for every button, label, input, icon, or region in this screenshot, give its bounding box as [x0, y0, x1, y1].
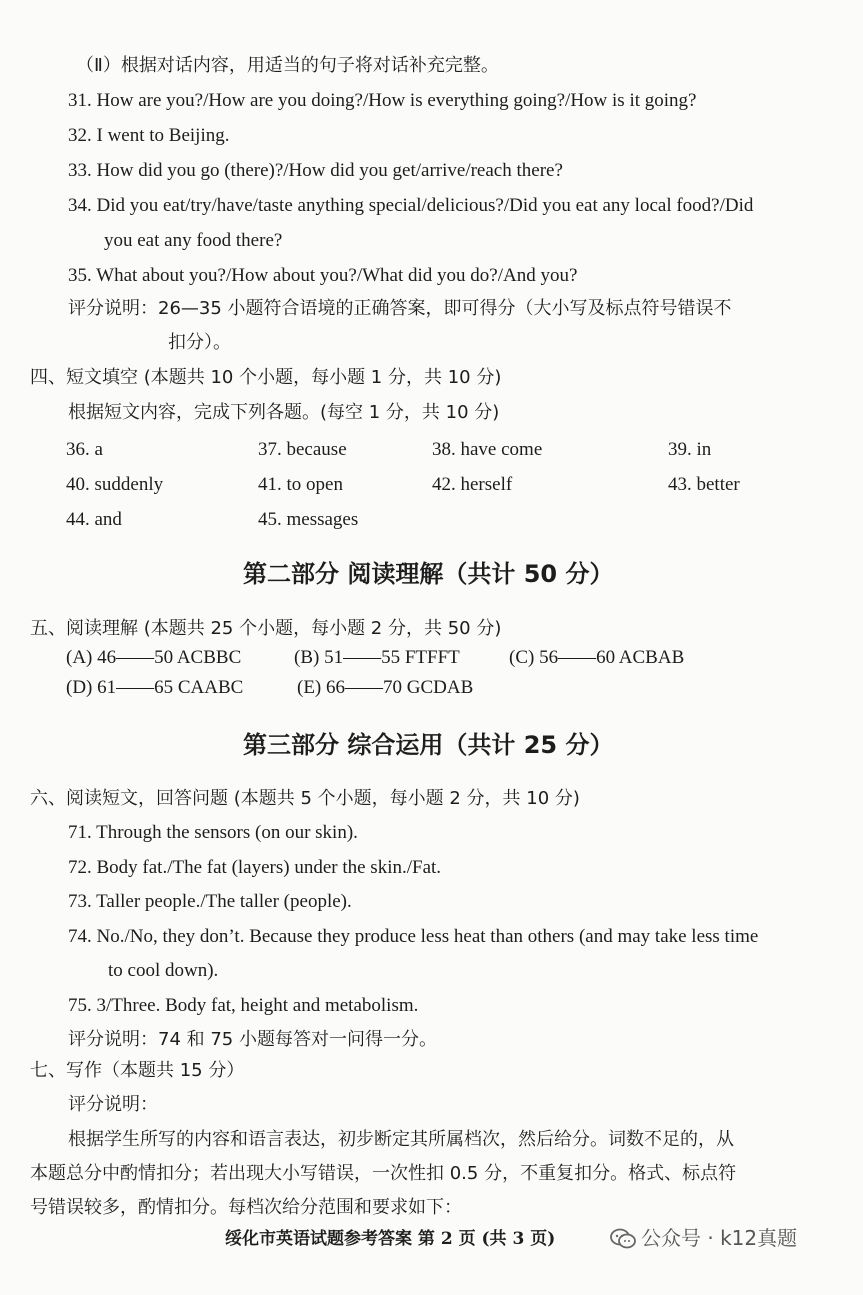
scoring-note-1-cont: 扣分）。	[168, 332, 231, 353]
fill-answer-40: 40. suddenly	[66, 474, 164, 495]
watermark-text: 公众号 · k12真题	[641, 1226, 798, 1250]
fill-answer-42: 42. herself	[432, 474, 513, 495]
reading-answer-e: (E) 66——70 GCDAB	[297, 677, 474, 698]
wechat-icon	[610, 1228, 636, 1250]
qa-answer-75: 75. 3/Three. Body fat, height and metabolism.	[68, 995, 419, 1016]
dialogue-answer-35: 35. What about you?/How about you?/What did you do?/And you?	[68, 265, 578, 286]
scoring-note-1: 评分说明：26—35 小题符合语境的正确答案，即可得分（大小写及标点符号错误不	[68, 298, 732, 319]
part-two-heading: 第二部分 阅读理解（共计 50 分）	[243, 560, 614, 588]
part-4-title: 四、短文填空 (本题共 10 个小题，每小题 1 分，共 10 分)	[30, 367, 502, 388]
dialogue-answer-31: 31. How are you?/How are you doing?/How is everything going?/How is it going?	[68, 90, 697, 111]
dialogue-answer-34: 34. Did you eat/try/have/taste anything special/delicious?/Did you eat any local food?/Did	[68, 195, 754, 216]
fill-answer-37: 37. because	[258, 439, 347, 460]
reading-answer-b: (B) 51——55 FTFFT	[294, 647, 460, 668]
fill-answer-39: 39. in	[668, 439, 712, 460]
fill-answer-45: 45. messages	[258, 509, 359, 530]
dialogue-answer-32: 32. I went to Beijing.	[68, 125, 230, 146]
qa-answer-71: 71. Through the sensors (on our skin).	[68, 822, 358, 843]
reading-answer-d: (D) 61——65 CAABC	[66, 677, 244, 698]
scoring-note-2: 评分说明：74 和 75 小题每答对一问得一分。	[68, 1029, 437, 1050]
qa-answer-74-cont: to cool down).	[108, 960, 219, 981]
writing-note-line-2: 本题总分中酌情扣分；若出现大小写错误，一次性扣 0.5 分，不重复扣分。格式、标点符	[30, 1163, 737, 1184]
writing-note-line-3: 号错误较多，酌情扣分。每档次给分范围和要求如下：	[30, 1197, 462, 1218]
dialogue-answer-34-cont: you eat any food there?	[104, 230, 283, 251]
qa-answer-73: 73. Taller people./The taller (people).	[68, 891, 352, 912]
page-footer: 绥化市英语试题参考答案 第 2 页 (共 3 页)	[225, 1229, 556, 1249]
part-6-title: 六、阅读短文，回答问题 (本题共 5 个小题，每小题 2 分，共 10 分)	[30, 788, 580, 809]
fill-answer-43: 43. better	[668, 474, 740, 495]
fill-answer-41: 41. to open	[258, 474, 343, 495]
fill-answer-38: 38. have come	[432, 439, 543, 460]
section-2-title: （Ⅱ）根据对话内容，用适当的句子将对话补充完整。	[76, 55, 499, 76]
fill-answer-44: 44. and	[66, 509, 122, 530]
fill-answer-36: 36. a	[66, 439, 103, 460]
writing-note-label: 评分说明：	[68, 1094, 158, 1115]
qa-answer-72: 72. Body fat./The fat (layers) under the skin./Fat.	[68, 857, 442, 878]
part-4-instruction: 根据短文内容，完成下列各题。(每空 1 分，共 10 分)	[68, 402, 500, 423]
part-three-heading: 第三部分 综合运用（共计 25 分）	[243, 731, 614, 759]
part-5-title: 五、阅读理解 (本题共 25 个小题，每小题 2 分，共 50 分)	[30, 618, 502, 639]
dialogue-answer-33: 33. How did you go (there)?/How did you get/arrive/reach there?	[68, 160, 563, 181]
writing-note-line-1: 根据学生所写的内容和语言表达，初步断定其所属档次，然后给分。词数不足的，从	[68, 1129, 734, 1150]
reading-answer-c: (C) 56——60 ACBAB	[509, 647, 685, 668]
reading-answer-a: (A) 46——50 ACBBC	[66, 647, 242, 668]
part-7-title: 七、写作（本题共 15 分）	[30, 1060, 245, 1081]
qa-answer-74: 74. No./No, they don’t. Because they produce less heat than others (and may take less time	[68, 926, 759, 947]
